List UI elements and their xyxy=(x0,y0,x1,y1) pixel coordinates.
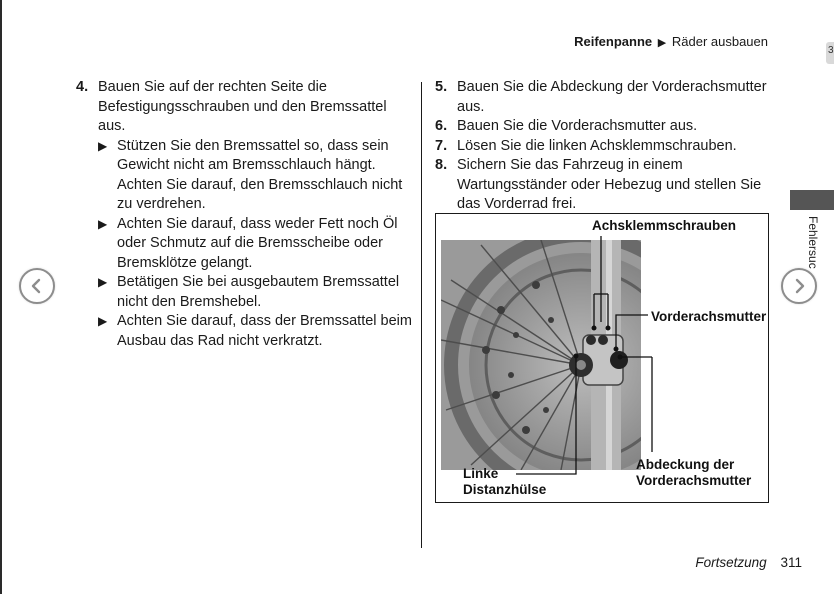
chapter-tab-top[interactable] xyxy=(826,42,834,64)
label-spacer-line1: Linke xyxy=(463,466,499,481)
step-number: 8. xyxy=(435,157,448,173)
breadcrumb-section: Reifenpanne xyxy=(574,34,653,49)
note-arrow-icon: ▶ xyxy=(98,138,108,153)
previous-page-button[interactable] xyxy=(19,268,55,304)
step-7 xyxy=(435,137,775,157)
note-item xyxy=(98,312,416,351)
continuation-label: Fortsetzung xyxy=(695,555,767,570)
label-cover-line2: Vorderachsmutter xyxy=(636,473,752,488)
step-text: Bauen Sie auf der rechten Seite die Befestigungsschrauben und den Bremssattel aus. xyxy=(98,79,387,134)
label-spacer xyxy=(463,466,546,498)
breadcrumb-arrow-icon: ▶ xyxy=(657,37,667,49)
label-axle-nut: Vorderachsmutter xyxy=(651,309,767,324)
step-text: Lösen Sie die linken Achsklemmschrauben. xyxy=(457,137,737,154)
chevron-right-icon xyxy=(790,277,808,295)
note-arrow-icon: ▶ xyxy=(98,216,108,231)
chevron-left-icon xyxy=(28,277,46,295)
breadcrumb-page: Räder ausbauen xyxy=(671,34,768,49)
note-text: Betätigen Sie bei ausgebautem Bremssattel nicht den Bremshebel. xyxy=(117,274,400,310)
step-6 xyxy=(435,117,775,137)
next-page-button[interactable] xyxy=(781,268,817,304)
wheel-figure xyxy=(435,213,769,503)
note-arrow-icon: ▶ xyxy=(98,275,108,289)
chapter-tab-label: Fehlersuc xyxy=(806,216,820,269)
note-text: Achten Sie darauf, dass der Bremssattel beim Ausbau das Rad nicht verkratzt. xyxy=(117,313,412,349)
breadcrumb xyxy=(574,34,768,49)
note-text: Stützen Sie den Bremssattel so, dass sein Gewicht nicht am Bremsschlauch hängt. Achten Sie darauf, den Bremsschlauch nicht zu verdrehen. xyxy=(117,137,403,212)
step-number: 4. xyxy=(76,79,89,95)
label-cover-line1: Abdeckung der xyxy=(636,457,735,472)
note-item xyxy=(98,215,416,274)
step-5 xyxy=(435,78,775,117)
right-column xyxy=(435,78,775,215)
step-number: 5. xyxy=(435,79,448,95)
left-column xyxy=(76,78,416,351)
label-axle-nut-cover xyxy=(636,457,751,489)
note-arrow-icon: ▶ xyxy=(98,314,108,328)
chapter-tab-active[interactable] xyxy=(790,190,834,210)
step-text: Bauen Sie die Vorderachsmutter aus. xyxy=(457,118,698,134)
step-text: Bauen Sie die Abdeckung der Vorderachsmutter aus. xyxy=(457,79,767,115)
column-divider xyxy=(421,82,422,548)
step-number: 7. xyxy=(435,137,448,154)
step-text: Sichern Sie das Fahrzeug in einem Wartungsständer oder Hebezug und stellen Sie das Vorderrad frei. xyxy=(457,157,762,212)
chapter-tab-top-glyph: 3 xyxy=(828,45,834,56)
note-item xyxy=(98,273,416,312)
step-4 xyxy=(76,78,416,137)
note-item xyxy=(98,137,416,215)
step-number: 6. xyxy=(435,118,448,134)
label-spacer-line2: Distanzhülse xyxy=(463,482,547,497)
note-text: Achten Sie darauf, dass weder Fett noch Öl oder Schmutz auf die Bremsscheibe oder Bremsklötze gelangt. xyxy=(117,215,398,271)
page-footer xyxy=(695,555,802,570)
label-clamp-bolts: Achsklemmschrauben xyxy=(592,218,737,233)
step-8 xyxy=(435,156,775,215)
page-edge-line xyxy=(0,0,2,594)
page-number: 311 xyxy=(780,555,802,570)
